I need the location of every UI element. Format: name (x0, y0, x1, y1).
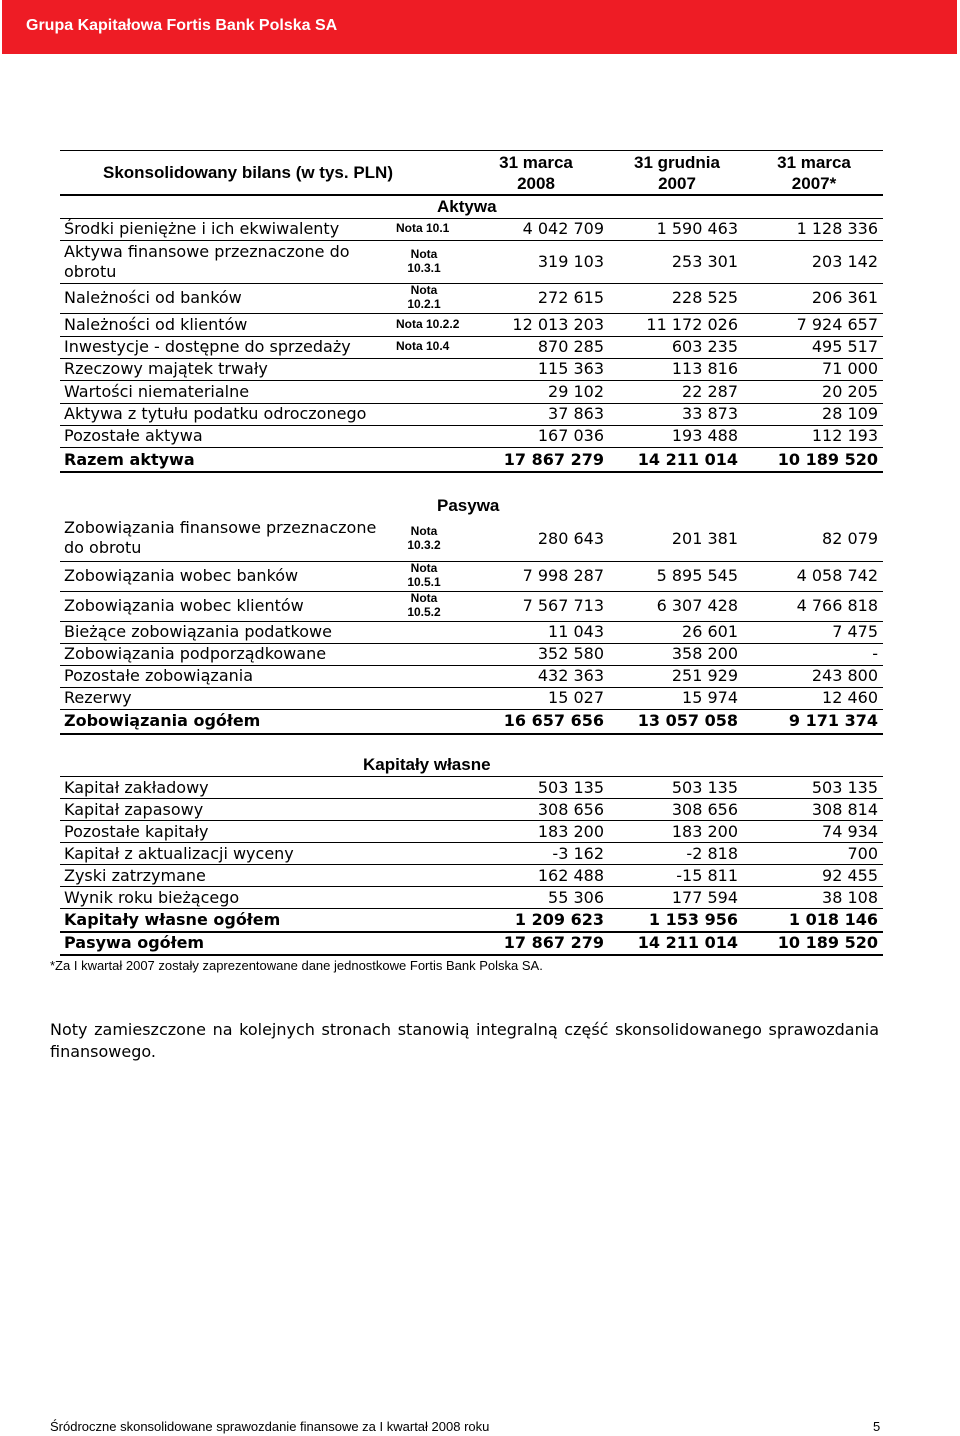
row-rule (60, 240, 883, 241)
row-label: Kapitał zakładowy (64, 778, 209, 797)
cell-value: 870 285 (537, 337, 604, 356)
row-label-cont: do obrotu (64, 538, 142, 557)
header-banner (2, 0, 957, 54)
nota-ref: 10.2.1 (407, 297, 441, 311)
nota-ref: 10.3.2 (407, 538, 441, 552)
cell-value: 358 200 (671, 644, 738, 663)
cell-value: 28 109 (822, 404, 878, 423)
cell-value: 14 211 014 (637, 933, 738, 952)
row-label: Środki pieniężne i ich ekwiwalenty (64, 219, 340, 238)
cell-value: 22 287 (682, 382, 738, 401)
table-title: Skonsolidowany bilans (w tys. PLN) (103, 163, 393, 182)
row-label: Należności od klientów (64, 315, 248, 334)
row-label: Pozostałe aktywa (64, 426, 203, 445)
cell-value: 167 036 (537, 426, 604, 445)
cell-value: 82 079 (822, 529, 878, 548)
liabilities-total-label: Zobowiązania ogółem (64, 711, 261, 730)
row-rule (60, 471, 883, 473)
column-header-2: 31 grudnia 2007 (634, 153, 720, 193)
cell-value: 183 200 (671, 822, 738, 841)
cell-value: 1 209 623 (514, 910, 604, 929)
cell-value: 603 235 (671, 337, 738, 356)
company-name: Grupa Kapitałowa Fortis Bank Polska SA (26, 17, 338, 34)
cell-value: 7 998 287 (522, 566, 604, 585)
row-rule (60, 447, 883, 448)
cell-value: 14 211 014 (637, 450, 738, 469)
row-label: Inwestycje - dostępne do sprzedaży (64, 337, 351, 356)
cell-value: 5 895 545 (656, 566, 738, 585)
page-number: 5 (873, 1419, 881, 1434)
cell-value: 29 102 (548, 382, 604, 401)
cell-value: 74 934 (822, 822, 878, 841)
nota-label: Nota (410, 561, 438, 575)
header-rule (60, 194, 883, 196)
nota-ref: Nota 10.2.2 (396, 317, 460, 331)
cell-value: 228 525 (671, 288, 738, 307)
cell-value: 503 135 (811, 778, 878, 797)
cell-value: -15 811 (676, 866, 738, 885)
nota-label: Nota (410, 283, 438, 297)
row-label: Kapitał z aktualizacji wyceny (64, 844, 294, 863)
cell-value: 33 873 (682, 404, 738, 423)
cell-value: 12 460 (822, 688, 878, 707)
row-label: Pozostałe kapitały (64, 822, 209, 841)
cell-value: 308 656 (671, 800, 738, 819)
row-label: Rzeczowy majątek trwały (64, 359, 268, 378)
cell-value: 113 816 (671, 359, 738, 378)
cell-value: 15 027 (548, 688, 604, 707)
cell-value: 1 018 146 (788, 910, 878, 929)
cell-value: 15 974 (682, 688, 738, 707)
column-header-1: 31 marca 2008 (499, 153, 573, 193)
nota-ref: Nota 10.1 (396, 221, 450, 235)
cell-value: 432 363 (537, 666, 604, 685)
footnote: *Za I kwartał 2007 zostały zaprezentowane dane jednostkowe Fortis Bank Polska SA. (50, 958, 543, 973)
cell-value: 20 205 (822, 382, 878, 401)
row-rule (60, 908, 883, 909)
cell-value: 503 135 (671, 778, 738, 797)
cell-value: 280 643 (537, 529, 604, 548)
row-label: Zobowiązania wobec klientów (64, 596, 304, 615)
row-rule (60, 687, 883, 688)
row-label: Należności od banków (64, 288, 242, 307)
cell-value: 352 580 (537, 644, 604, 663)
cell-value: 7 567 713 (522, 596, 604, 615)
cell-value: 183 200 (537, 822, 604, 841)
cell-value: 112 193 (811, 426, 878, 445)
nota-label: Nota (410, 524, 438, 538)
cell-value: -2 818 (686, 844, 738, 863)
cell-value: 177 594 (671, 888, 738, 907)
row-rule (60, 820, 883, 821)
cell-value: -3 162 (552, 844, 604, 863)
cell-value: 17 867 279 (503, 450, 604, 469)
cell-value: 206 361 (811, 288, 878, 307)
row-rule (60, 798, 883, 799)
cell-value: 319 103 (537, 252, 604, 271)
cell-value: - (872, 644, 878, 663)
cell-value: 115 363 (537, 359, 604, 378)
row-rule (60, 842, 883, 843)
cell-value: 11 172 026 (646, 315, 738, 334)
row-label: Aktywa z tytułu podatku odroczonego (64, 404, 367, 423)
nota-label: Nota (410, 247, 438, 261)
cell-value: 92 455 (822, 866, 878, 885)
notes-paragraph: Noty zamieszczone na kolejnych stronach stanowią integralną część skonsolidowanego sprawozdania finansowego. (50, 1020, 879, 1061)
row-label: Wartości niematerialne (64, 382, 250, 401)
cell-value: 7 924 657 (796, 315, 878, 334)
cell-value: 10 189 520 (777, 933, 878, 952)
page-footer-text: Śródroczne skonsolidowane sprawozdanie finansowe za I kwartał 2008 roku (50, 1419, 490, 1434)
cell-value: 17 867 279 (503, 933, 604, 952)
row-label: Bieżące zobowiązania podatkowe (64, 622, 332, 641)
cell-value: 1 590 463 (656, 219, 738, 238)
cell-value: 308 656 (537, 800, 604, 819)
row-rule (60, 733, 883, 735)
row-label: Zyski zatrzymane (64, 866, 206, 885)
row-rule (60, 561, 883, 562)
nota-ref: 10.5.1 (407, 575, 441, 589)
cell-value: 13 057 058 (637, 711, 738, 730)
row-rule (60, 283, 883, 284)
cell-value: 1 153 956 (648, 910, 738, 929)
row-label: Wynik roku bieżącego (64, 888, 240, 907)
column-header-3: 31 marca 2007* (777, 153, 851, 193)
row-label: Pozostałe zobowiązania (64, 666, 254, 685)
row-label: Kapitał zapasowy (64, 800, 204, 819)
cell-value: 12 013 203 (512, 315, 604, 334)
cell-value: 26 601 (682, 622, 738, 641)
cell-value: 162 488 (537, 866, 604, 885)
cell-value: 9 171 374 (788, 711, 878, 730)
row-label: Zobowiązania wobec banków (64, 566, 299, 585)
cell-value: 4 766 818 (796, 596, 878, 615)
cell-value: 203 142 (811, 252, 878, 271)
row-rule (60, 886, 883, 887)
cell-value: 272 615 (537, 288, 604, 307)
nota-label: Nota (410, 591, 438, 605)
cell-value: 71 000 (822, 359, 878, 378)
row-rule (60, 380, 883, 381)
cell-value: 700 (847, 844, 878, 863)
cell-value: 55 306 (548, 888, 604, 907)
equity-total-label: Kapitały własne ogółem (64, 910, 281, 929)
cell-value: 1 128 336 (796, 219, 878, 238)
nota-ref: 10.3.1 (407, 261, 441, 275)
cell-value: 253 301 (671, 252, 738, 271)
row-label: Aktywa finansowe przeznaczone do (64, 242, 350, 261)
cell-value: 38 108 (822, 888, 878, 907)
row-label: Zobowiązania finansowe przeznaczone (64, 518, 377, 537)
row-rule (60, 591, 883, 592)
row-rule (60, 313, 883, 314)
row-rule (60, 864, 883, 865)
equity-heading: Kapitały własne (363, 755, 491, 774)
row-rule (60, 954, 883, 956)
cell-value: 4 042 709 (522, 219, 604, 238)
cell-value: 4 058 742 (796, 566, 878, 585)
row-rule (60, 709, 883, 710)
cell-value: 193 488 (671, 426, 738, 445)
cell-value: 495 517 (811, 337, 878, 356)
cell-value: 16 657 656 (503, 711, 604, 730)
row-label-cont: obrotu (64, 262, 117, 281)
cell-value: 243 800 (811, 666, 878, 685)
cell-value: 308 814 (811, 800, 878, 819)
cell-value: 11 043 (548, 622, 604, 641)
assets-heading: Aktywa (437, 197, 497, 216)
table-top-rule (60, 150, 883, 151)
cell-value: 503 135 (537, 778, 604, 797)
cell-value: 6 307 428 (656, 596, 738, 615)
cell-value: 251 929 (671, 666, 738, 685)
row-label: Zobowiązania podporządkowane (64, 644, 327, 663)
cell-value: 10 189 520 (777, 450, 878, 469)
nota-ref: 10.5.2 (407, 605, 441, 619)
grand-total-label: Pasywa ogółem (64, 933, 205, 952)
assets-total-label: Razem aktywa (64, 450, 195, 469)
cell-value: 201 381 (671, 529, 738, 548)
cell-value: 7 475 (832, 622, 878, 641)
row-label: Rezerwy (64, 688, 132, 707)
liabilities-heading: Pasywa (437, 496, 500, 515)
row-rule (60, 776, 883, 777)
nota-ref: Nota 10.4 (396, 339, 450, 353)
cell-value: 37 863 (548, 404, 604, 423)
